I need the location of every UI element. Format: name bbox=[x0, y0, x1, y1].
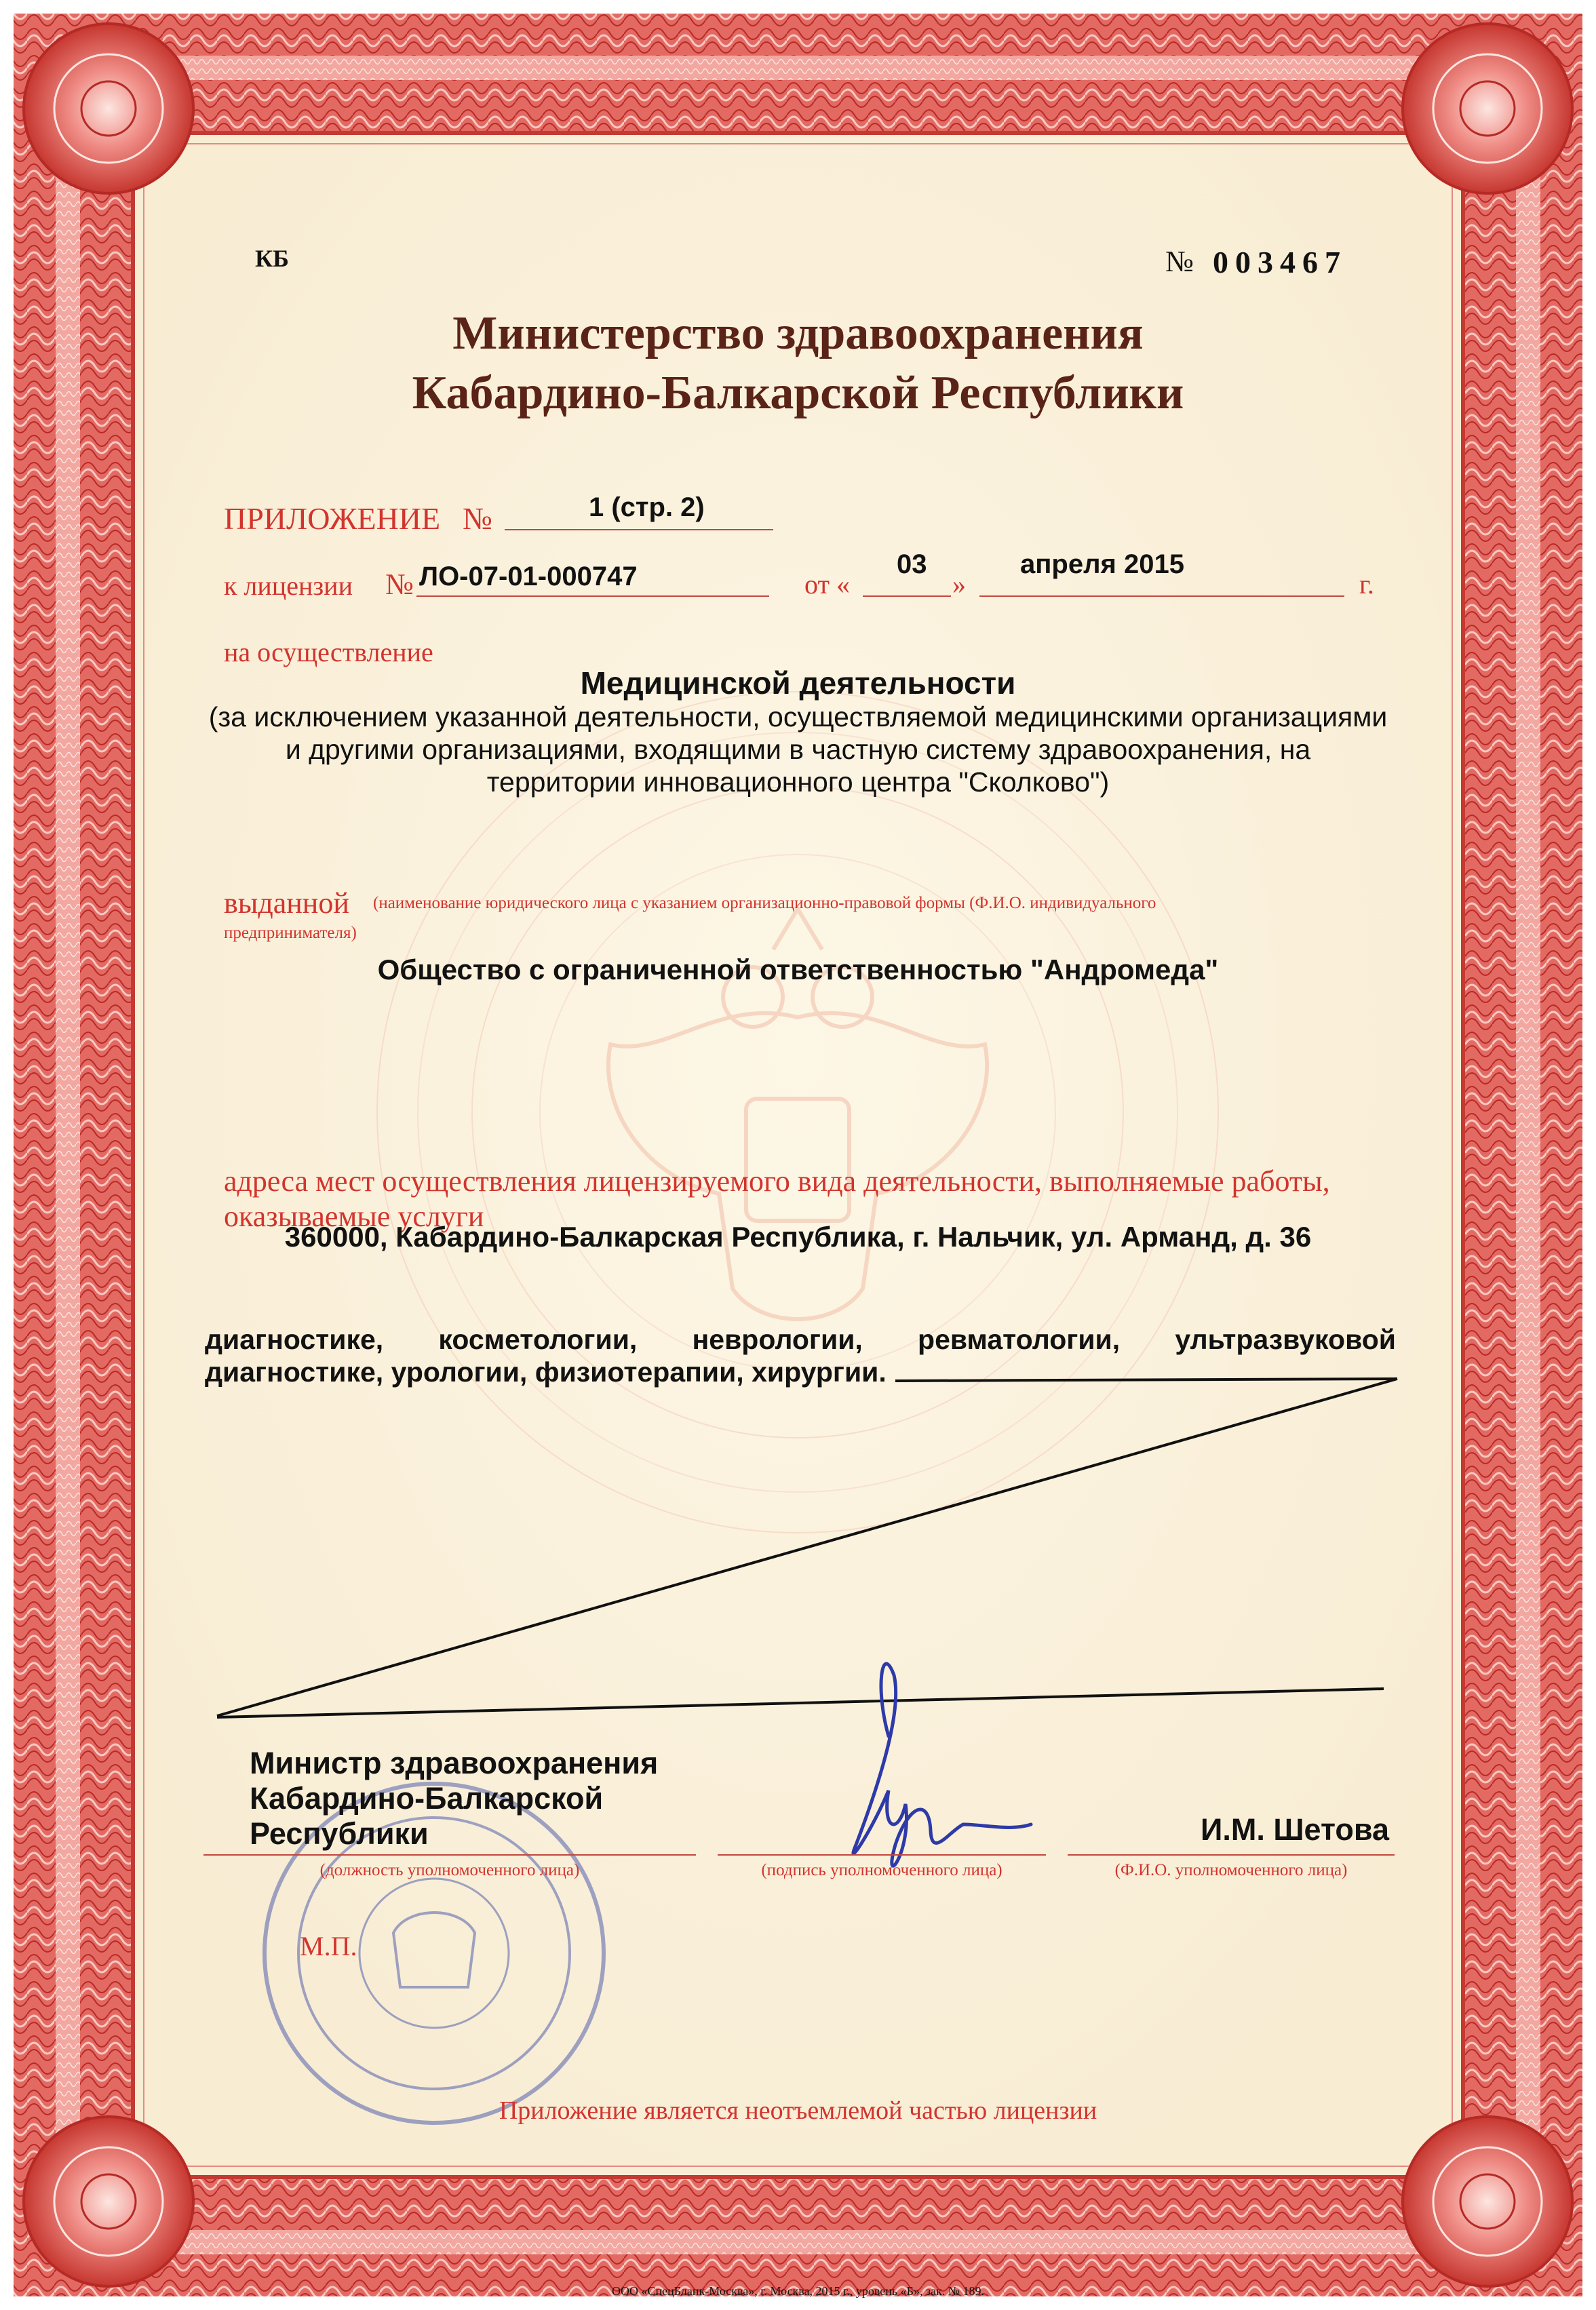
issuer-title-line1: Министерство здравоохранения bbox=[452, 307, 1144, 359]
addresses-label-line2: оказываемые услуги bbox=[224, 1200, 484, 1233]
activity-detail-line2: и другими организациями, входящими в частную систему здравоохранения, на bbox=[285, 734, 1311, 765]
services-line2: диагностике, урологии, физиотерапии, хирургии. bbox=[205, 1356, 887, 1388]
signer-name: И.М. Шетова bbox=[1201, 1812, 1390, 1847]
license-date-close: » bbox=[952, 569, 966, 600]
name-caption: (Ф.И.О. уполномоченного лица) bbox=[1114, 1861, 1348, 1879]
license-number-sign: № bbox=[385, 568, 414, 601]
issued-to-organization: Общество с ограниченной ответственностью "Андромеда" bbox=[377, 954, 1219, 985]
blank-series-label: КБ bbox=[255, 245, 289, 272]
position-underline bbox=[203, 1854, 696, 1856]
appendix-number-sign: № bbox=[463, 501, 492, 536]
name-underline bbox=[1068, 1854, 1395, 1856]
issued-to-label: выданной bbox=[224, 886, 349, 920]
activity-title: Медицинской деятельности bbox=[580, 665, 1016, 701]
position-caption: (должность уполномоченного лица) bbox=[319, 1861, 580, 1879]
license-day-underline bbox=[863, 595, 951, 597]
stamp-place-label: М.П. bbox=[300, 1931, 357, 1961]
blank-number: 003467 bbox=[1213, 245, 1347, 279]
license-month-year: апреля 2015 bbox=[1020, 549, 1184, 579]
signer-position-line1: Министр здравоохранения bbox=[250, 1746, 659, 1780]
service-item: диагностике, bbox=[205, 1324, 384, 1355]
activity-label: на осуществление bbox=[224, 637, 433, 667]
license-year-suffix: г. bbox=[1359, 569, 1374, 600]
signer-position-line2: Кабардино-Балкарской bbox=[250, 1781, 604, 1816]
service-item: ультразвуковой bbox=[1175, 1324, 1396, 1355]
license-day: 03 bbox=[897, 549, 927, 579]
issued-to-hint-line2: предпринимателя) bbox=[224, 924, 357, 942]
activity-detail-line1: (за исключением указанной деятельности, осуществляемой медицинскими организациями bbox=[208, 701, 1388, 732]
license-label: к лицензии bbox=[224, 570, 353, 601]
issuer-title-line2: Кабардино-Балкарской Республики bbox=[412, 367, 1184, 419]
services-line1 bbox=[205, 1324, 1396, 1356]
license-number: ЛО-07-01-000747 bbox=[419, 562, 638, 591]
corner-rosette-icon bbox=[24, 2117, 193, 2286]
corner-rosette-icon bbox=[1403, 24, 1572, 193]
license-month-underline bbox=[979, 595, 1344, 597]
activity-detail-line3: территории инновационного центра "Сколково") bbox=[486, 766, 1110, 798]
service-item: неврологии, bbox=[692, 1324, 863, 1355]
issued-to-hint-line1: (наименование юридического лица с указанием организационно-правовой формы (Ф.И.О. индивидуального bbox=[373, 894, 1156, 912]
signature-underline bbox=[718, 1854, 1046, 1856]
service-item: косметологии, bbox=[438, 1324, 638, 1355]
addresses-label-line1: адреса мест осуществления лицензируемого вида деятельности, выполняемые работы, bbox=[224, 1164, 1330, 1198]
signer-position-line3: Республики bbox=[250, 1816, 429, 1851]
corner-rosette-icon bbox=[1403, 2117, 1572, 2286]
service-item: ревматологии, bbox=[918, 1324, 1121, 1355]
corner-rosette-icon bbox=[24, 24, 193, 193]
license-date-open: от « bbox=[804, 569, 850, 600]
activity-address: 360000, Кабардино-Балкарская Республика, г. Нальчик, ул. Арманд, д. 36 bbox=[284, 1221, 1312, 1253]
appendix-value: 1 (стр. 2) bbox=[589, 492, 705, 522]
license-number-underline bbox=[416, 595, 769, 597]
appendix-footer-note: Приложение является неотъемлемой частью лицензии bbox=[499, 2096, 1097, 2125]
appendix-underline bbox=[505, 529, 773, 530]
blank-number-prefix: № bbox=[1165, 245, 1194, 278]
signature-caption: (подпись уполномоченного лица) bbox=[761, 1861, 1003, 1879]
printer-imprint: ООО «СпецБланк-Москва», г. Москва, 2015 г., уровень «Б», зак. № 189. bbox=[612, 2284, 984, 2298]
appendix-label: ПРИЛОЖЕНИЕ bbox=[224, 501, 441, 536]
